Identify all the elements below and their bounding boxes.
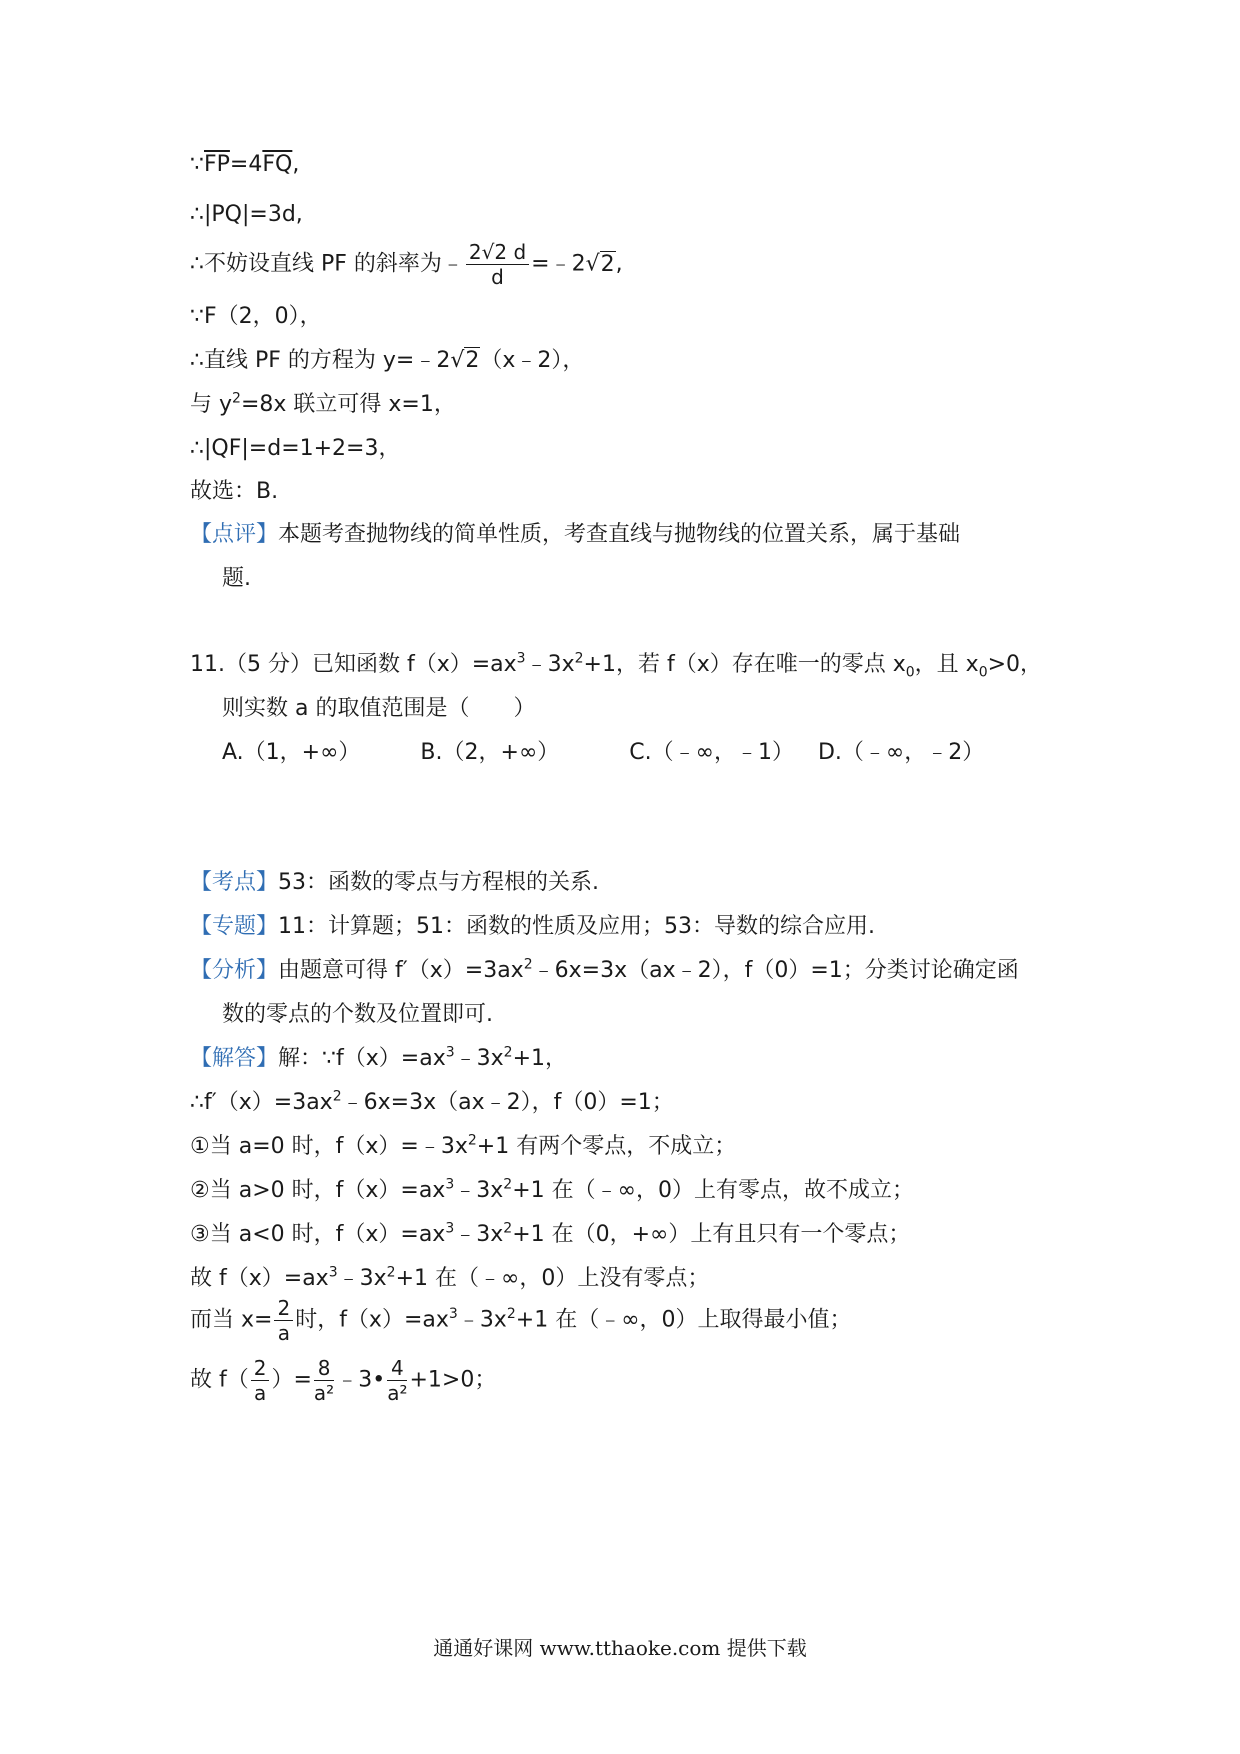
review-tag: 【点评】 (190, 522, 279, 547)
text: =8x 联立可得 x=1， (240, 392, 456, 417)
text: ﹣3x (454, 1046, 504, 1071)
exponent: 3 (328, 1264, 338, 1281)
fraction-2-over-a (274, 1296, 293, 1345)
text: +1， (512, 1046, 568, 1071)
page-footer: 通通好课网 www.tthaoke.com 提供下载 (433, 1636, 807, 1660)
text: ∴f′（x）=3ax (190, 1090, 333, 1115)
zhuanti-tag: 【专题】 (190, 914, 279, 939)
line-jieda (190, 1044, 567, 1074)
fraction-numerator: 4 (387, 1356, 407, 1381)
text: ，且 x (914, 652, 979, 677)
text: +1 在（﹣∞，0）上取得最小值； (515, 1307, 852, 1333)
exponent: 3 (445, 1176, 455, 1193)
question-11-options (222, 738, 984, 768)
fraction-numerator: 8 (314, 1356, 334, 1381)
exponent: 2 (574, 650, 584, 667)
jieda-tag: 【解答】 (190, 1046, 279, 1071)
option-a: A.（1，+∞） (222, 740, 361, 765)
fraction-2-over-a (251, 1356, 270, 1405)
question-11-stem (190, 650, 1042, 680)
text: ②当 a>0 时，f（x）=ax (190, 1178, 446, 1203)
line-fenxi-cont: 数的零点的个数及位置即可. (222, 1002, 493, 1027)
line-case-1 (190, 1132, 736, 1162)
option-c: C.（﹣∞，﹣1） (629, 740, 794, 765)
text: +1，若 f（x）存在唯一的零点 x (583, 652, 906, 677)
exponent: 3 (516, 650, 526, 667)
subscript: 0 (905, 664, 915, 681)
line-case-3 (190, 1220, 910, 1250)
exponent: 2 (332, 1088, 342, 1105)
text: +1 有两个零点，不成立； (476, 1134, 737, 1159)
equals-text: =4 (229, 152, 263, 177)
text: ﹣3x (457, 1307, 507, 1333)
option-b: B.（2，+∞） (420, 740, 560, 765)
line-zhuanti (190, 912, 875, 942)
option-d: D.（﹣∞，﹣2） (817, 740, 985, 765)
line-case-2 (190, 1176, 914, 1206)
exponent: 2 (523, 956, 533, 973)
line-final-inequality (190, 1356, 496, 1405)
sqrt-radicand: 2 (600, 251, 615, 277)
subscript: 0 (978, 664, 988, 681)
kaodian-tag: 【考点】 (190, 870, 279, 895)
line-no-zero (190, 1264, 709, 1294)
fraction-denominator: a (277, 1321, 290, 1345)
text: ﹣3• (336, 1367, 386, 1393)
line-slope: ∴不妨设直线 PF 的斜率为﹣ $\frac{2√2 d}{d}$ =﹣2√2, (190, 240, 623, 289)
comma: , (292, 152, 300, 177)
text: ﹣3x (454, 1178, 504, 1203)
line-answer: 故选：B. (190, 479, 279, 504)
question-11-stem-cont: 则实数 a 的取值范围是（ ） (222, 696, 536, 721)
exponent: 2 (506, 1306, 516, 1323)
equation-text: ∴直线 PF 的方程为 y=﹣2 (190, 348, 451, 373)
text: 由题意可得 f′（x）=3ax (278, 958, 524, 983)
line-kaodian (190, 868, 599, 898)
exponent: 2 (503, 1044, 513, 1061)
line-minimum (190, 1296, 852, 1345)
line-review-cont: 题. (222, 566, 251, 591)
fraction-numerator: 2√2 d (466, 240, 529, 265)
text: +1>0； (409, 1367, 497, 1393)
text: +1 在（﹣∞，0）上没有零点； (395, 1266, 710, 1291)
sqrt-radicand: 2 (465, 348, 480, 373)
fraction-8-over-a2 (314, 1356, 334, 1405)
text: 时，f（x）=ax (295, 1307, 449, 1333)
exponent: 2 (467, 1132, 477, 1149)
exponent: 2 (503, 1176, 513, 1193)
text: 解：∵f（x）=ax (278, 1046, 446, 1071)
vector-fp: $\overline{FP}$ (204, 152, 230, 177)
exponent: 2 (232, 390, 241, 407)
zhuanti-text: 11：计算题；51：函数的性质及应用；53：导数的综合应用. (278, 914, 875, 939)
text: 与 y (190, 392, 233, 417)
slope-fraction (466, 240, 529, 289)
fraction-numerator: 2 (251, 1356, 270, 1381)
line-pf-equation: ∴直线 PF 的方程为 y=﹣2√2（x﹣2）， (190, 348, 585, 373)
vector-fq: $\overline{FQ}$ (262, 152, 293, 177)
text: ﹣3x (337, 1266, 387, 1291)
fraction-denominator: d (491, 265, 504, 289)
comma: , (615, 251, 623, 277)
text: ③当 a<0 时，f（x）=ax (190, 1222, 446, 1247)
slope-value: =﹣2 (531, 251, 586, 277)
fenxi-tag: 【分析】 (190, 958, 279, 983)
text: 故 f（ (190, 1367, 249, 1393)
text: +1 在（﹣∞，0）上有零点，故不成立； (512, 1178, 914, 1203)
line-derivative (190, 1088, 674, 1118)
line-pq: ∴|PQ|=3d, (190, 202, 303, 227)
text: >0， (987, 652, 1043, 677)
fraction-denominator: a² (387, 1381, 408, 1405)
fraction-denominator: a² (313, 1381, 335, 1405)
text: ﹣3x (525, 652, 575, 677)
line-vector-relation (190, 150, 299, 180)
text: 而当 x= (190, 1307, 273, 1333)
exponent: 3 (445, 1220, 455, 1237)
text: ①当 a=0 时，f（x）=﹣3x (190, 1134, 468, 1159)
equation-tail: （x﹣2）， (480, 348, 585, 373)
text: ﹣6x=3x（ax﹣2），f（0）=1；分类讨论确定函 (532, 958, 1019, 983)
exponent: 3 (448, 1306, 458, 1323)
text: ）= (271, 1367, 312, 1393)
line-focus: ∵F（2，0）， (190, 304, 322, 329)
text: ﹣6x=3x（ax﹣2），f（0）=1； (341, 1090, 674, 1115)
line-fenxi (190, 956, 1019, 986)
review-text: 本题考查抛物线的简单性质，考查直线与抛物线的位置关系，属于基础 (278, 522, 961, 547)
fraction-numerator: 2 (274, 1296, 293, 1321)
line-qf: ∴|QF|=d=1+2=3， (190, 436, 401, 461)
exponent: 2 (503, 1220, 513, 1237)
line-review (190, 520, 960, 550)
line-solve-x (190, 390, 456, 420)
text: 故 f（x）=ax (190, 1266, 329, 1291)
exponent: 3 (445, 1044, 455, 1061)
text: +1 在（0，+∞）上有且只有一个零点； (512, 1222, 911, 1247)
slope-text: ∴不妨设直线 PF 的斜率为﹣ (190, 251, 464, 277)
because-symbol: ∵ (190, 152, 204, 177)
kaodian-text: 53：函数的零点与方程根的关系. (278, 870, 600, 895)
text: 11.（5 分）已知函数 f（x）=ax (190, 652, 517, 677)
exponent: 2 (386, 1264, 396, 1281)
fraction-4-over-a2 (387, 1356, 407, 1405)
text: ﹣3x (454, 1222, 504, 1247)
fraction-denominator: a (253, 1381, 267, 1405)
